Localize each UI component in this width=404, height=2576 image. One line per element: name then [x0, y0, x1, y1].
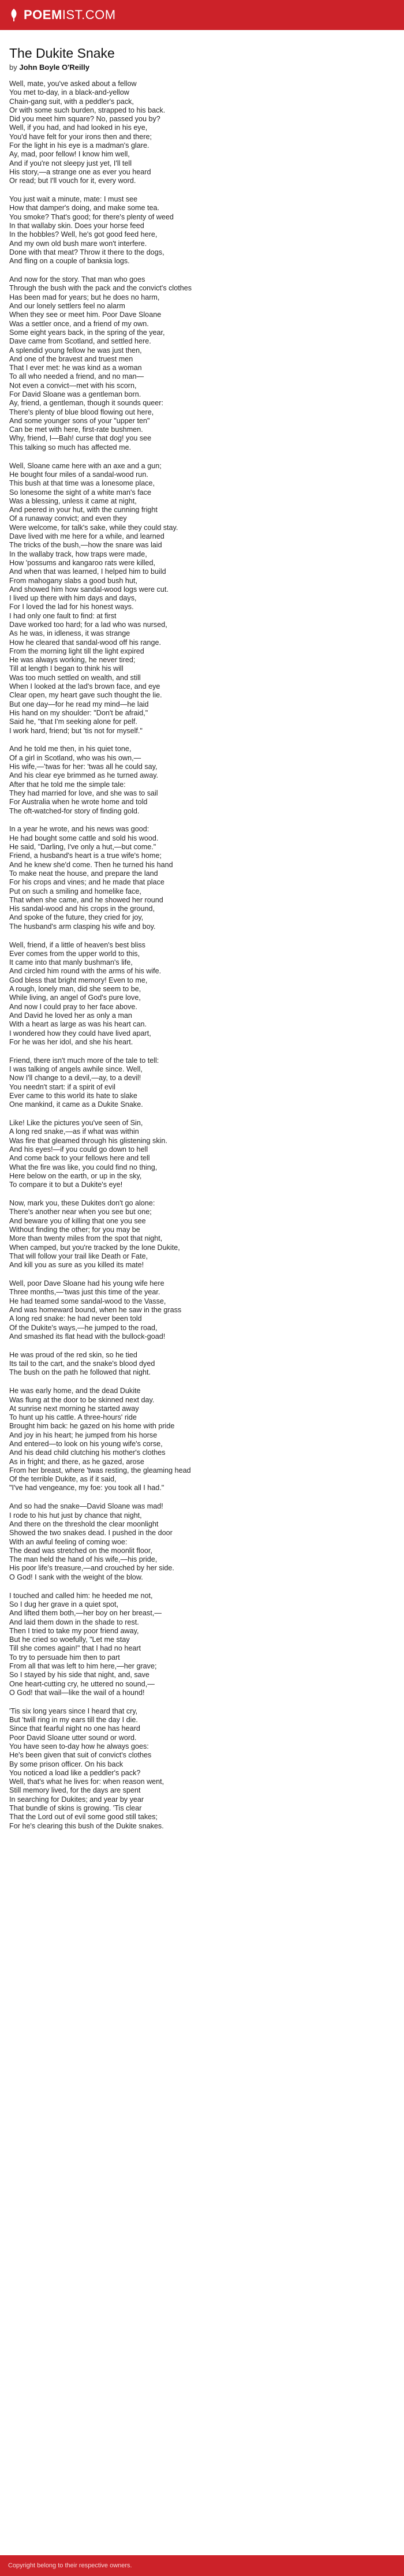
poem-line: One mankind, it came as a Dukite Snake.: [9, 1100, 143, 1109]
poem-line: And one of the bravest and truest men: [9, 354, 133, 363]
poem-line: And was homeward bound, when he saw in the grass: [9, 1305, 182, 1314]
poem-line: His story,—a strange one as ever you heard: [9, 167, 151, 176]
poem-line: For the light in his eye is a madman's glare.: [9, 141, 149, 150]
poem-line: The man held the hand of his wife,—his pride,: [9, 1555, 158, 1564]
poem-line: I was talking of angels awhile since. Well,: [9, 1065, 143, 1074]
poem-line: It came into that manly bushman's life,: [9, 958, 133, 967]
poem-line: Said he, "that I'm seeking alone for pelf.: [9, 718, 137, 726]
poem-line: But 'twill ring in my ears till the day I die.: [9, 1716, 138, 1724]
poem-line: He's been given that suit of convict's clothes: [9, 1751, 152, 1760]
poem-line: You needn't start: if a spirit of evil: [9, 1082, 115, 1091]
poem-line: Well, Sloane came here with an axe and a gun;: [9, 461, 162, 470]
poem-line: The dead was stretched on the moonlit floor,: [9, 1546, 152, 1555]
poem-line: The tricks of the bush,—how the snare was laid: [9, 541, 162, 550]
poem-line: And he knew she'd come. Then he turned his hand: [9, 860, 173, 869]
poem-line: They had married for love, and she was to sail: [9, 789, 158, 797]
poem-line: So lonesome the sight of a white man's face: [9, 488, 152, 496]
poem-stanza: [9, 1707, 379, 1831]
poem-line: Chain-gang suit, with a peddler's pack,: [9, 97, 134, 106]
poem-line: For Australia when he wrote home and told: [9, 798, 148, 807]
poem-line: But one day—for he read my mind—he laid: [9, 700, 149, 708]
poem-stanza: [9, 80, 379, 186]
poem-stanza: [9, 275, 379, 452]
poem-line: Friend, there isn't much more of the tale to tell:: [9, 1056, 159, 1065]
site-footer: [0, 2555, 404, 2576]
poem-line: From her breast, where 'twas resting, the gleaming head: [9, 1466, 191, 1474]
poem-line: And David he loved her as only a man: [9, 1011, 132, 1020]
poem-line: I lived up there with him days and days,: [9, 594, 137, 603]
poem-line: Poor David Sloane utter sound or word.: [9, 1733, 137, 1742]
poem-title: The Dukite Snake: [9, 46, 115, 61]
poem-line: And when that was learned, I helped him to build: [9, 568, 166, 576]
poem-line: So I stayed by his side that night, and, save: [9, 1671, 149, 1679]
poem-stanza: [9, 1592, 379, 1698]
poem-line: "I've had vengeance, my foe: you took all I had.": [9, 1484, 164, 1492]
poem-line: Some eight years back, in the spring of the year,: [9, 328, 165, 337]
poem-line: What the fire was like, you could find no thing,: [9, 1163, 158, 1171]
poem-line: Were welcome, for talk's sake, while they could stay.: [9, 523, 178, 532]
poem-line: And there on the threshold the clear moonlight: [9, 1520, 159, 1528]
poem-line: At sunrise next morning he started away: [9, 1404, 139, 1413]
poem-line: His hand on my shoulder: "Don't be afraid,": [9, 708, 148, 717]
poem-line: One heart-cutting cry, he uttered no sound,—: [9, 1679, 155, 1688]
poem-line: You have seen to-day how he always goes:: [9, 1742, 149, 1750]
poem-line: There's another near when you see but one;: [9, 1208, 152, 1216]
poem-line: And our lonely settlers feel no alarm: [9, 302, 125, 311]
poem-line: He was always working, he never tired;: [9, 656, 136, 664]
poem-line: And fling on a couple of banksia logs.: [9, 257, 130, 266]
poem-line: And lifted them both,—her boy on her breast,—: [9, 1609, 162, 1618]
poem-line: And showed him how sandal-wood logs were cut.: [9, 585, 169, 593]
poem-line: For he was her idol, and she his heart.: [9, 1037, 133, 1046]
poem-line: With a heart as large as was his heart can.: [9, 1020, 147, 1029]
poem-line: He was early home, and the dead Dukite: [9, 1387, 141, 1395]
poem-line: And come back to your fellows here and tell: [9, 1154, 150, 1163]
poem-author-link[interactable]: John Boyle O'Reilly: [19, 63, 89, 72]
poem-line: Was flung at the door to be skinned next day.: [9, 1395, 155, 1404]
poem-line: Then I tried to take my poor friend away,: [9, 1626, 139, 1635]
poem-line: And some younger sons of your "upper ten": [9, 416, 150, 425]
poem-line: And my own old bush mare won't interfere.: [9, 239, 147, 248]
poem-line: As in fright; and there, as he gazed, arose: [9, 1457, 144, 1466]
poem-line: And smashed its flat head with the bullock-goad!: [9, 1332, 166, 1341]
poem-line: To try to persuade him then to part: [9, 1653, 120, 1662]
poem-line: Three months,—'twas just this time of the year.: [9, 1288, 160, 1297]
poem-line: He bought four miles of a sandal-wood run.: [9, 470, 148, 479]
poem-line: And his eyes!—if you could go down to hell: [9, 1145, 148, 1153]
poem-line: How 'possums and kangaroo rats were killed,: [9, 558, 156, 567]
poem-line: But he cried so woefully, "Let me stay: [9, 1636, 130, 1644]
poem-line: To hunt up his cattle. A three-hours' ride: [9, 1413, 137, 1422]
poem-line: Now I'll change to a devil,—ay, to a devil!: [9, 1074, 141, 1082]
poem-line: For he's clearing this bush of the Dukite snakes.: [9, 1821, 164, 1830]
poem-line: That I ever met: he was kind as a woman: [9, 364, 142, 372]
poem-line: 'Tis six long years since I heard that cry,: [9, 1707, 138, 1715]
poem-line: You noticed a load like a peddler's pack?: [9, 1768, 141, 1777]
poem-body: [9, 80, 379, 1840]
poem-line: I wondered how they could have lived apart,: [9, 1029, 151, 1037]
poem-line: I work hard, friend; but 'tis not for myself.": [9, 726, 143, 735]
poem-line: The oft-watched-for story of finding gold.: [9, 807, 140, 815]
poem-line: Can be met with here, first-rate bushmen.: [9, 425, 143, 434]
poem-line: As he was, in idleness, it was strange: [9, 629, 130, 638]
poem-line: Well, friend, if a little of heaven's best bliss: [9, 940, 145, 949]
poem-line: I touched and called him: he heeded me not,: [9, 1591, 153, 1600]
poem-line: And now for the story. That man who goes: [9, 275, 145, 284]
poem-line: When camped, but you're tracked by the lone Dukite,: [9, 1243, 180, 1252]
poem-line: Through the bush with the pack and the convict's clothes: [9, 284, 192, 293]
poem-byline: [9, 62, 89, 73]
poem-line: That will follow your trail like Death or Fate,: [9, 1252, 148, 1260]
poem-line: After that he told me the simple tale:: [9, 780, 126, 789]
byline-prefix: by: [9, 63, 17, 72]
poem-stanza: [9, 1502, 379, 1582]
poem-stanza: [9, 1056, 379, 1110]
poem-stanza: [9, 1119, 379, 1189]
poem-line: And kill you as sure as you killed its mate!: [9, 1261, 144, 1270]
poem-stanza: [9, 1387, 379, 1493]
poem-line: I had only one fault to find: at first: [9, 611, 117, 620]
poem-line: Has been mad for years; but he does no harm,: [9, 293, 160, 301]
poem-line: So I dug her grave in a quiet spot,: [9, 1600, 119, 1608]
poem-line: Why, friend, I—Bah! curse that dog! you see: [9, 434, 152, 443]
poem-line: Of the Dukite's ways,—he jumped to the road,: [9, 1323, 158, 1332]
poem-line: Ay, mad, poor fellow! I know him well,: [9, 150, 130, 159]
site-logo[interactable]: [8, 8, 116, 23]
poem-line: Well, poor Dave Sloane had his young wife here: [9, 1279, 164, 1288]
poem-line: Or with some such burden, strapped to his back.: [9, 106, 166, 114]
poem-line: A long red snake: he had never been told: [9, 1315, 142, 1323]
poem-line: To compare it to but a Dukite's eye!: [9, 1181, 123, 1189]
poem-line: And circled him round with the arms of his wife.: [9, 967, 162, 976]
poem-line: Dave lived with me here for a while, and learned: [9, 532, 164, 541]
poem-line: Of a runaway convict; and even they: [9, 514, 127, 523]
poem-line: He was proud of the red skin, so he tied: [9, 1350, 137, 1359]
poem-line: When they see or meet him. Poor Dave Sloane: [9, 311, 162, 319]
poem-line: While living, an angel of God's pure love,: [9, 994, 141, 1002]
poem-line: How he cleared that sandal-wood off his range.: [9, 638, 161, 647]
poem-line: Was a settler once, and a friend of my own.: [9, 319, 149, 328]
poem-line: This talking so much has affected me.: [9, 443, 132, 451]
poem-stanza: [9, 195, 379, 266]
poem-line: O God! I sank with the weight of the blow.: [9, 1573, 143, 1581]
poem-line: And so had the snake—David Sloane was mad!: [9, 1502, 163, 1511]
poem-line: And his dead child clutching his mother's clothes: [9, 1448, 166, 1457]
poem-line: His poor life's treasure,—and crouched by her side.: [9, 1564, 174, 1573]
poem-line: Did you meet him square? No, passed you by?: [9, 115, 160, 124]
poem-line: Till at length I began to think his will: [9, 664, 124, 673]
poem-line: And spoke of the future, they cried for joy,: [9, 913, 144, 922]
site-logo-text: POEMIST.COM: [24, 8, 116, 22]
poem-line: Brought him back: he gazed on his home with pride: [9, 1422, 175, 1431]
poem-line: Clear open, my heart gave such thought the lie.: [9, 691, 162, 700]
poem-line: In the wallaby track, how traps were made,: [9, 550, 147, 558]
poem-line: With an awful feeling of coming woe:: [9, 1537, 128, 1546]
poem-line: A rough, lonely man, did she seem to be,: [9, 985, 141, 994]
poem-stanza: [9, 462, 379, 736]
poem-line: And laid them down in the shade to rest.: [9, 1618, 139, 1626]
poem-stanza: [9, 1279, 379, 1341]
poem-line: And his clear eye brimmed as he turned away.: [9, 771, 159, 780]
poem-line: The bush on the path he followed that night.: [9, 1368, 151, 1377]
poem-line: Not even a convict—met with his scorn,: [9, 381, 137, 390]
poem-line: In a year he wrote, and his news was good:: [9, 825, 149, 834]
poem-line: In that wallaby skin. Does your horse feed: [9, 222, 144, 230]
poem-line: He said, "Darling, I've only a hut,—but come.": [9, 843, 156, 852]
poem-line: For I loved the lad for his honest ways.: [9, 603, 134, 611]
poem-line: You just wait a minute, mate: I must see: [9, 195, 138, 204]
poem-line: I rode to his hut just by chance that night,: [9, 1511, 142, 1520]
poem-line: When I looked at the lad's brown face, and eye: [9, 682, 160, 691]
poem-line: Of the terrible Dukite, as if it said,: [9, 1475, 117, 1484]
poem-line: Dave worked too hard; for a lad who was nursed,: [9, 621, 167, 629]
poem-line: And peered in your hut, with the cunning fright: [9, 506, 158, 514]
poem-line: Done with that meat? Throw it there to the dogs,: [9, 248, 164, 256]
poem-line: And now I could pray to her face above.: [9, 1002, 137, 1011]
poem-line: By some prison officer. On his back: [9, 1760, 124, 1768]
poem-line: Of a girl in Scotland, who was his own,—: [9, 753, 141, 762]
poem-line: Showed the two snakes dead. I pushed in the door: [9, 1529, 173, 1537]
poem-line: A splendid young fellow he was just then,: [9, 346, 142, 354]
poem-line: A long red snake,—as if what was within: [9, 1128, 139, 1136]
poem-line: Ay, friend, a gentleman, though it sounds queer:: [9, 399, 163, 408]
poem-stanza: [9, 745, 379, 815]
quill-icon: [8, 9, 20, 21]
poem-line: And beware you of killing that one you see: [9, 1216, 146, 1225]
poem-line: Ever comes from the upper world to this,: [9, 949, 140, 958]
poem-line: Like! Like the pictures you've seen of Sin,: [9, 1119, 143, 1128]
poem-line: He had bought some cattle and sold his wood.: [9, 834, 159, 842]
poem-line: The husband's arm clasping his wife and boy.: [9, 922, 156, 931]
poem-line: Well, that's what he lives for: when reason went,: [9, 1778, 164, 1786]
poem-line: In the hobbles? Well, he's got good feed here,: [9, 230, 158, 239]
poem-line: Was fire that gleamed through his glistening skin.: [9, 1136, 167, 1145]
poem-line: For his crops and vines; and he made that place: [9, 878, 164, 887]
poem-line: And if you're not sleepy just yet, I'll tell: [9, 159, 132, 167]
copyright-text: Copyright belong to their respective owners.: [8, 2562, 132, 2569]
poem-line: And entered—to look on his young wife's corse,: [9, 1439, 163, 1448]
poem-line: Still memory lived, for the days are spent: [9, 1786, 141, 1795]
poem-line: Put on such a smiling and homelike face,: [9, 887, 141, 895]
poem-line: From the morning light till the light expired: [9, 647, 144, 655]
poem-line: His wife,—'twas for her: 'twas all he could say,: [9, 763, 158, 771]
poem-line: Was a blessing, unless it came at night,: [9, 496, 137, 505]
poem-line: He had teamed some sandal-wood to the Vasse,: [9, 1297, 166, 1305]
poem-line: You smoke? That's good; for there's plenty of weed: [9, 212, 174, 221]
poem-stanza: [9, 1351, 379, 1377]
poem-line: From all that was left to him here,—her grave;: [9, 1662, 157, 1670]
poem-line: Here below on the earth, or up in the sky,: [9, 1171, 142, 1180]
poem-line: And he told me then, in his quiet tone,: [9, 745, 132, 753]
poem-line: And joy in his heart; he jumped from his horse: [9, 1431, 158, 1439]
poem-line: You met to-day, in a black-and-yellow: [9, 88, 129, 97]
poem-line: To all who needed a friend, and no man—: [9, 372, 144, 381]
poem-stanza: [9, 941, 379, 1047]
poem-line: Without finding the other; for you may be: [9, 1225, 140, 1234]
poem-line: His sandal-wood and his crops in the ground,: [9, 905, 155, 913]
poem-line: O God! that wail—like the wail of a hound!: [9, 1688, 145, 1697]
poem-line: Till she comes again!" that I had no heart: [9, 1644, 141, 1653]
poem-line: This bush at that time was a lonesome place,: [9, 479, 155, 488]
poem-line: Well, if you had, and had looked in his eye,: [9, 124, 148, 132]
poem-line: There's plenty of blue blood flowing out here,: [9, 408, 154, 416]
poem-line: God bless that bright memory! Even to me,: [9, 976, 148, 984]
poem-line: Its tail to the cart, and the snake's blood dyed: [9, 1360, 155, 1368]
poem-line: More than twenty miles from the spot that night,: [9, 1234, 163, 1243]
poem-line: For David Sloane was a gentleman born.: [9, 390, 141, 398]
poem-line: Or read; but I'll vouch for it, every word.: [9, 177, 136, 185]
poem-line: Well, mate, you've asked about a fellow: [9, 80, 137, 88]
poem-line: That when she came, and he showed her round: [9, 895, 163, 904]
poem-line: Since that fearful night no one has heard: [9, 1724, 140, 1733]
poem-stanza: [9, 825, 379, 931]
poem-stanza: [9, 1199, 379, 1270]
poem-line: You'd have felt for your irons then and there;: [9, 132, 152, 141]
poem-line: In searching for Dukites; and year by year: [9, 1795, 144, 1804]
poem-line: How that damper's doing, and make some tea.: [9, 204, 160, 212]
poem-line: Dave came from Scotland, and settled here.: [9, 337, 151, 346]
poem-line: That the Lord out of evil some good still takes;: [9, 1813, 158, 1821]
poem-line: Friend, a husband's heart is a true wife's home;: [9, 852, 162, 860]
site-header: [0, 0, 404, 30]
poem-line: From mahogany slabs a good bush hut,: [9, 576, 137, 585]
poem-line: Was too much settled on wealth, and still: [9, 673, 141, 682]
poem-line: To make neat the house, and prepare the land: [9, 869, 158, 878]
poem-line: That bundle of skins is growing. 'Tis clear: [9, 1804, 142, 1813]
poem-line: Ever came to this world its hate to slake: [9, 1091, 137, 1100]
poem-line: Now, mark you, these Dukites don't go alone:: [9, 1199, 155, 1208]
